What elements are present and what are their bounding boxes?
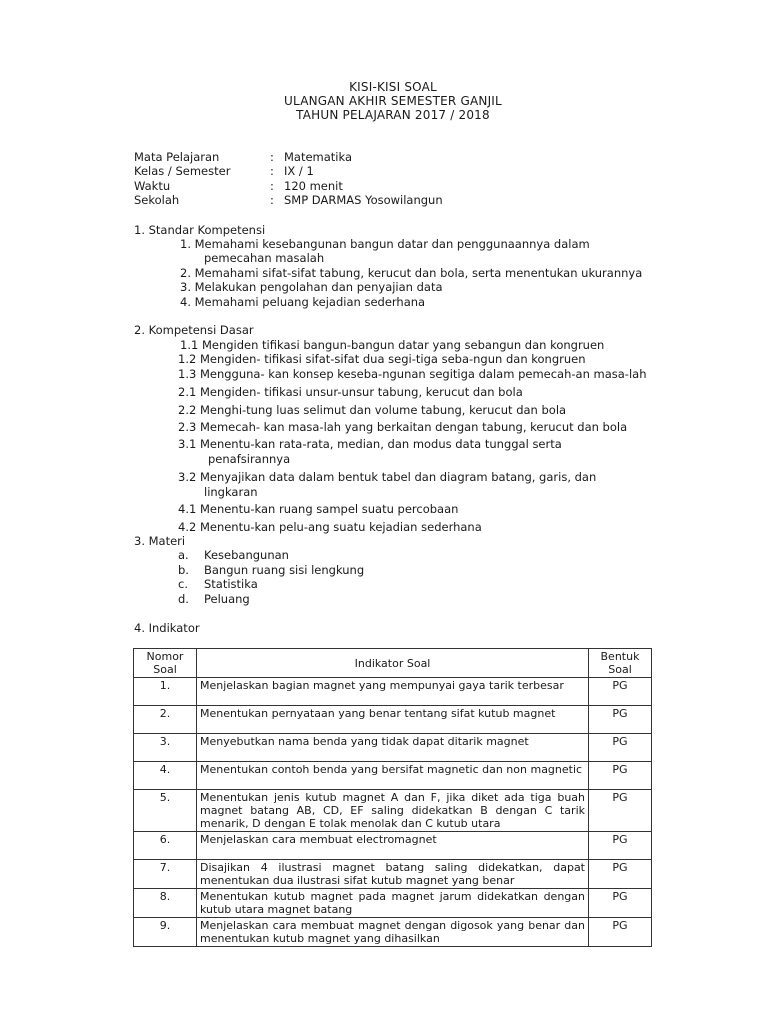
materi-letter: b. <box>178 563 189 577</box>
header-indikator-soal: Indikator Soal <box>197 649 589 678</box>
kompetensi-item: 4.1 Menentu-kan ruang sampel suatu percobaan <box>178 502 459 516</box>
table-row <box>134 832 652 860</box>
row-bentuk: PG <box>589 860 652 889</box>
kompetensi-item: 1.2 Mengiden- tifikasi sifat-sifat dua segi-tiga seba-ngun dan kongruen <box>178 352 586 366</box>
row-bentuk: PG <box>589 790 652 832</box>
row-indikator: Menjelaskan bagian magnet yang mempunyai gaya tarik terbesar <box>197 678 589 706</box>
standar-item: 4. Memahami peluang kejadian sederhana <box>180 295 426 309</box>
row-bentuk: PG <box>589 678 652 706</box>
row-indikator: Menentukan kutub magnet pada magnet jarum didekatkan dengan kutub utara magnet batang <box>197 889 589 918</box>
materi-item: Bangun ruang sisi lengkung <box>204 563 365 577</box>
doc-title-line1: KISI-KISI SOAL <box>349 80 437 94</box>
row-number: 8. <box>134 889 197 918</box>
info-colon: : <box>270 179 274 193</box>
row-number: 3. <box>134 734 197 762</box>
table-header-row <box>134 649 652 678</box>
table-row <box>134 678 652 706</box>
section-kompetensi-heading: 2. Kompetensi Dasar <box>134 323 254 337</box>
info-value-kelas: IX / 1 <box>284 164 314 178</box>
table-row <box>134 918 652 947</box>
table-row <box>134 860 652 889</box>
kompetensi-item: 1.1 Mengiden tifikasi bangun-bangun datar yang sebangun dan kongruen <box>180 338 605 352</box>
row-indikator: Menjelaskan cara membuat electromagnet <box>197 832 589 860</box>
table-row <box>134 734 652 762</box>
kompetensi-item: 2.3 Memecah- kan masa-lah yang berkaitan dengan tabung, kerucut dan bola <box>178 420 628 434</box>
doc-title-line2: ULANGAN AKHIR SEMESTER GANJIL <box>284 94 502 108</box>
row-bentuk: PG <box>589 734 652 762</box>
row-number: 2. <box>134 706 197 734</box>
materi-item: Peluang <box>204 592 250 606</box>
header-nomor-line2: Soal <box>153 663 177 676</box>
kompetensi-item: 3.2 Menyajikan data dalam bentuk tabel dan diagram batang, garis, dan <box>178 470 597 484</box>
row-indikator: Menjelaskan cara membuat magnet dengan digosok yang benar dan menentukan kutub magnet yang dihasilkan <box>197 918 589 947</box>
table-row <box>134 706 652 734</box>
row-number: 5. <box>134 790 197 832</box>
row-indikator: Menentukan jenis kutub magnet A dan F, jika diket ada tiga buah magnet batang AB, CD, EF saling didekatkan B dengan C tarik menarik, D dengan E tolak menolak dan C kutub utara <box>197 790 589 832</box>
row-bentuk: PG <box>589 889 652 918</box>
row-number: 1. <box>134 678 197 706</box>
info-label-kelas: Kelas / Semester <box>134 164 231 178</box>
info-label-waktu: Waktu <box>134 179 171 193</box>
row-bentuk: PG <box>589 918 652 947</box>
table-row <box>134 790 652 832</box>
info-colon: : <box>270 193 274 207</box>
standar-item: 1. Memahami kesebangunan bangun datar dan penggunaannya dalam <box>180 237 590 251</box>
kompetensi-item: 2.2 Menghi-tung luas selimut dan volume tabung, kerucut dan bola <box>178 403 567 417</box>
header-bentuk-line2: Soal <box>608 663 632 676</box>
materi-letter: d. <box>178 592 189 606</box>
doc-title-line3: TAHUN PELAJARAN 2017 / 2018 <box>296 108 490 122</box>
kompetensi-item: 2.1 Mengiden- tifikasi unsur-unsur tabung, kerucut dan bola <box>178 385 523 399</box>
row-number: 6. <box>134 832 197 860</box>
row-number: 4. <box>134 762 197 790</box>
row-number: 9. <box>134 918 197 947</box>
materi-item: Kesebangunan <box>204 548 289 562</box>
row-indikator: Menyebutkan nama benda yang tidak dapat ditarik magnet <box>197 734 589 762</box>
materi-letter: c. <box>178 577 188 591</box>
info-value-sekolah: SMP DARMAS Yosowilangun <box>284 193 443 207</box>
info-colon: : <box>270 150 274 164</box>
row-bentuk: PG <box>589 706 652 734</box>
section-standar-heading: 1. Standar Kompetensi <box>134 223 266 237</box>
standar-item: 2. Memahami sifat-sifat tabung, kerucut dan bola, serta menentukan ukurannya <box>180 266 643 280</box>
row-number: 7. <box>134 860 197 889</box>
info-label-mapel: Mata Pelajaran <box>134 150 220 164</box>
materi-letter: a. <box>178 548 189 562</box>
header-bentuk-line1: Bentuk <box>600 650 640 663</box>
row-bentuk: PG <box>589 762 652 790</box>
header-nomor-soal <box>134 649 197 678</box>
info-label-sekolah: Sekolah <box>134 193 180 207</box>
indikator-table <box>133 648 652 947</box>
table-row <box>134 889 652 918</box>
kompetensi-item: 1.3 Mengguna- kan konsep keseba-ngunan segitiga dalam pemecah-an masa-lah <box>178 367 647 381</box>
kompetensi-item-continuation: lingkaran <box>204 485 258 499</box>
info-colon: : <box>270 164 274 178</box>
info-value-waktu: 120 menit <box>284 179 343 193</box>
standar-item-continuation: pemecahan masalah <box>204 251 325 265</box>
standar-item: 3. Melakukan pengolahan dan penyajian data <box>180 280 443 294</box>
header-bentuk-soal <box>589 649 652 678</box>
row-indikator: Menentukan pernyataan yang benar tentang sifat kutub magnet <box>197 706 589 734</box>
section-indikator-heading: 4. Indikator <box>134 621 200 635</box>
row-indikator: Disajikan 4 ilustrasi magnet batang saling didekatkan, dapat menentukan dua ilustrasi sifat kutub magnet yang benar <box>197 860 589 889</box>
row-bentuk: PG <box>589 832 652 860</box>
header-nomor-line1: Nomor <box>146 650 184 663</box>
materi-item: Statistika <box>204 577 258 591</box>
table-row <box>134 762 652 790</box>
section-materi-heading: 3. Materi <box>134 534 186 548</box>
kompetensi-item-continuation: penafsirannya <box>208 452 291 466</box>
kompetensi-item: 3.1 Menentu-kan rata-rata, median, dan modus data tunggal serta <box>178 437 562 451</box>
row-indikator: Menentukan contoh benda yang bersifat magnetic dan non magnetic <box>197 762 589 790</box>
info-value-mapel: Matematika <box>284 150 353 164</box>
kompetensi-item: 4.2 Menentu-kan pelu-ang suatu kejadian sederhana <box>178 520 482 534</box>
